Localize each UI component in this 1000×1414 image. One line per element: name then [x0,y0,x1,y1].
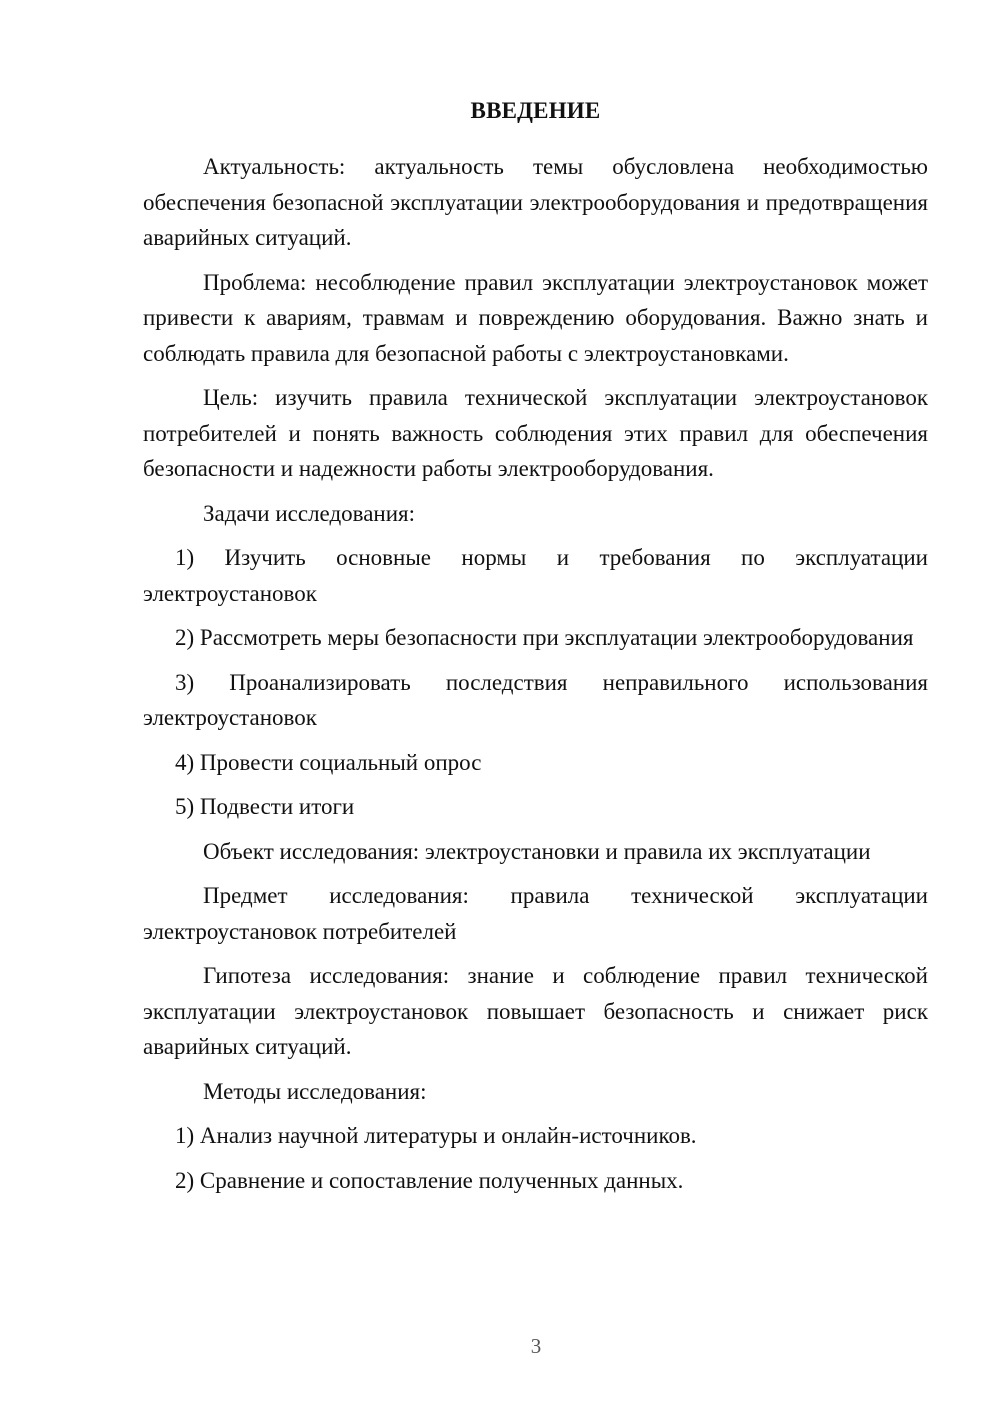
list-item: 1) Изучить основные нормы и требования по эксплуатации электроустановок [143,545,928,606]
list-item: 4) Провести социальный опрос [175,749,482,775]
paragraph-problem: Проблема: несоблюдение правил эксплуатации электроустановок может привести к авариям, травмам и повреждению оборудования. Важно знать и соблюдать правила для безопасной работы с электроустановками. [143,269,928,366]
paragraph-methods-heading: Методы исследования: [203,1078,427,1104]
paragraph-hypothesis: Гипотеза исследования: знание и соблюдение правил технической эксплуатации электроустановок повышает безопасность и снижает риск аварийных ситуаций. [143,963,928,1059]
list-item: 3) Проанализировать последствия неправильного использования электроустановок [143,669,928,730]
page-number: 3 [530,1334,542,1358]
paragraph-object: Объект исследования: электроустановки и правила их эксплуатации [203,838,871,864]
paragraph-tasks-heading: Задачи исследования: [203,500,416,526]
list-item: 2) Сравнение и сопоставление полученных данных. [175,1167,684,1193]
page-title: ВВЕДЕНИЕ [470,98,601,123]
list-item: 5) Подвести итоги [175,794,355,819]
list-item: 1) Анализ научной литературы и онлайн-источников. [175,1123,697,1148]
document-page [143,92,928,1207]
list-item: 2) Рассмотреть меры безопасности при эксплуатации электрооборудования [175,625,914,650]
paragraph-subject: Предмет исследования: правила технической эксплуатации электроустановок потребителей [143,883,928,944]
paragraph-relevance: Актуальность: актуальность темы обусловлена необходимостью обеспечения безопасной эксплуатации электрооборудования и предотвращения аварийных ситуаций. [143,154,928,250]
paragraph-goal: Цель: изучить правила технической эксплуатации электроустановок потребителей и понять важность соблюдения этих правил для обеспечения безопасности и надежности работы электрооборудования. [143,385,928,481]
